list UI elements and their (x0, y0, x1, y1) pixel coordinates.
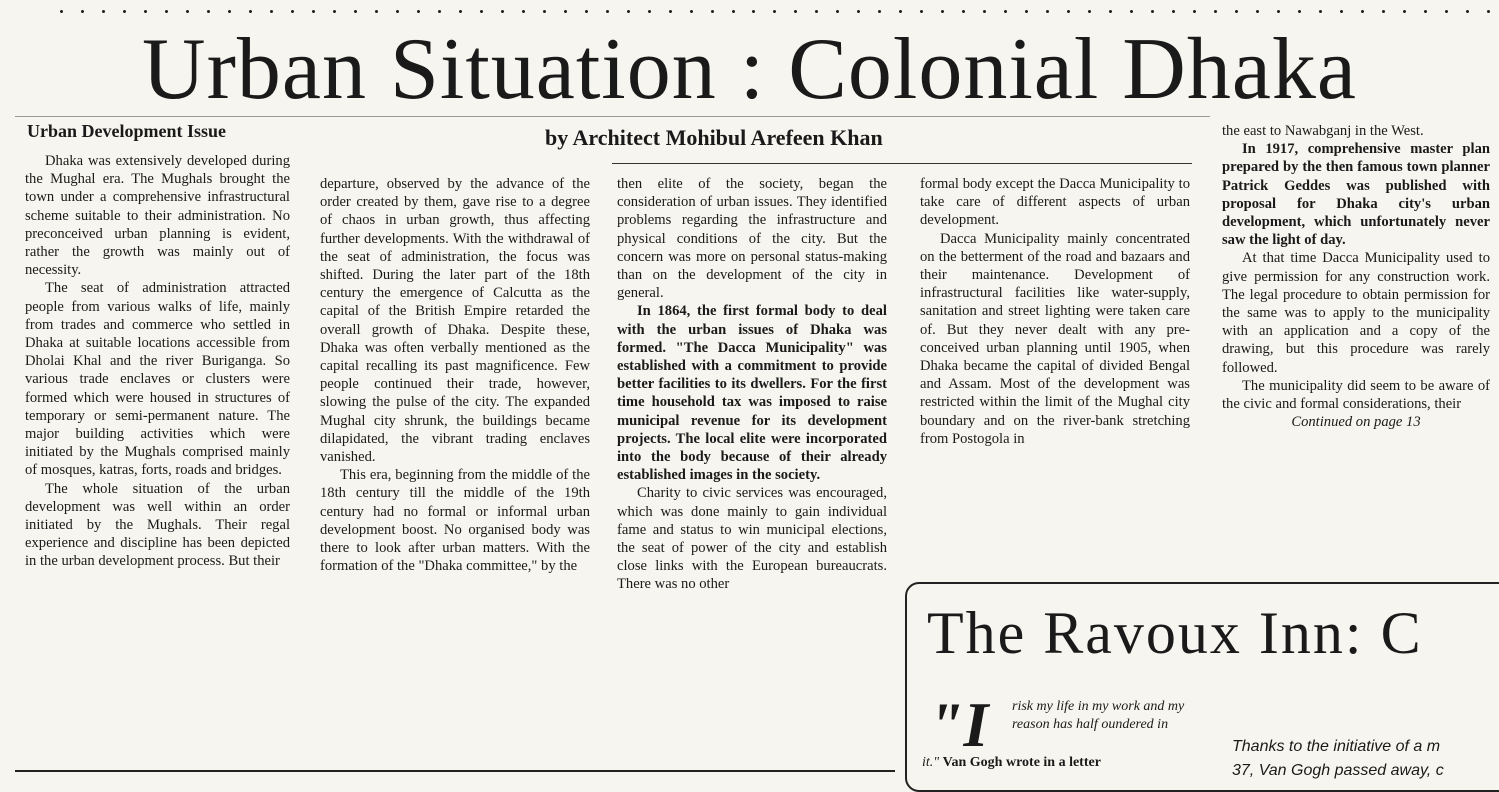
section-label: Urban Development Issue (27, 121, 227, 141)
paragraph: departure, observed by the advance of the order created by them, gave rise to a degree of chaos in urban growth, thus affecting further developments. With the withdrawal of the seat of administration, the focus was shifted. During the later part of the 18th century the emergence of Calcutta as the capital of the British Empire retarded the overall growth of Dhaka. Despite these, Dhaka was often verbally mentioned as the capital recalling its past magnificence. Few people continued their trade, however, slowing the pulse of the city. The expanded Mughal city shrunk, the buildings became dilapidated, the vibrant trading enclaves vanished. (320, 176, 590, 466)
paragraph: The whole situation of the urban development was well within an order initiated by the Mughals. Their regal experience and discipline has been depicted in the urban development process. But their (25, 480, 290, 570)
headline-rule (15, 116, 1210, 117)
article-column-5 (1222, 122, 1490, 582)
pull-quote-tail (922, 754, 1197, 772)
paragraph: Charity to civic services was encouraged, which was done mainly to gain individual fame and status to win municipal elections, the seat of power of the city and establish close links with the European bureaucrats. There was no other (617, 485, 887, 593)
pull-quote-text: risk my life in my work and my reason has half oundered in (1012, 699, 1185, 732)
paragraph: This era, beginning from the middle of the 18th century till the middle of the 19th century had no formal or informal urban development boost. No organised body was there to look after urban matters. With the formation of the "Dhaka committee," by the (320, 467, 590, 575)
article-column-2 (320, 175, 590, 768)
headline: Urban Situation : Colonial Dhaka (142, 21, 1357, 118)
box-caption-line-2: 37, Van Gogh passed away, c (1232, 762, 1444, 779)
paragraph: In 1864, the first formal body to deal with the urban issues of Dhaka was formed. "The Dacca Municipality" was established with a commitment to provide better facilities to its dwellers. For the first time household tax was imposed to raise municipal revenue for its development projects. The local elite were incorporated into the body because of their already established images in the society. (617, 303, 887, 484)
decorative-dot-border (60, 4, 1490, 18)
pull-quote-tail-rest: Van Gogh wrote in a letter (942, 755, 1101, 770)
paragraph: then elite of the society, began the consideration of urban issues. They identified problems regarding the infrastructure and physical conditions of the city. But the concern was more on personal status-making than on the development of the city in general. (617, 176, 887, 302)
byline-rule (612, 163, 1192, 164)
box-headline: The Ravoux Inn: C (927, 600, 1423, 666)
pull-quote-tail-lead: it." (922, 755, 940, 770)
paragraph: Dhaka was extensively developed during the Mughal era. The Mughals brought the town under a comprehensive infrastructural scheme suitable to their administration. No preconceived urban planning is evident, rather the growth was mainly out of necessity. (25, 153, 290, 279)
paragraph: The municipality did seem to be aware of the civic and formal considerations, their (1222, 377, 1490, 413)
article-column-3 (617, 175, 887, 768)
paragraph: At that time Dacca Municipality used to give permission for any construction work. The legal procedure to obtain permission for the same was to apply to the municipality with an application and a copy of the drawing, but this procedure was rarely followed. (1222, 250, 1490, 376)
paragraph: formal body except the Dacca Municipality to take care of different aspects of urban development. (920, 176, 1190, 229)
paragraph: Dacca Municipality mainly concentrated on the betterment of the road and bazaars and their maintenance. Development of infrastructural facilities like water-supply, sanitation and street lighting were taken care of. But they never dealt with any pre-conceived urban planning until 1905, when Dhaka became the capital of divided Bengal and Assam. Most of the development was restricted within the limit of the Mughal city boundary and on the river-bank stretching from Postogola in (920, 230, 1190, 447)
paragraph: The seat of administration attracted people from various walks of life, mainly from trades and commerce who settled in Dhaka at suitable locations accessible from Dholai Khal and the river Buriganga. So various trade enclaves or clusters were formed which were housed in structures of temporary or semi-permanent nature. The major building activities which were initiated by the Mughals comprised mainly of mosques, katras, forts, roads and bridges. (25, 280, 290, 479)
box-caption-line-1: Thanks to the initiative of a m (1232, 738, 1441, 755)
bottom-rule (15, 770, 895, 772)
paragraph: In 1917, comprehensive master plan prepared by the then famous town planner Patrick Geddes was published with proposal for Dhaka city's urban development, which unfortunately never saw the light of day. (1222, 141, 1490, 249)
continued-jump-line[interactable]: Continued on page 13 (1291, 414, 1421, 431)
byline: by Architect Mohibul Arefeen Khan (545, 125, 883, 150)
article-column-4 (920, 175, 1190, 575)
paragraph: the east to Nawabganj in the West. (1222, 123, 1424, 139)
pull-quote-mark: "I (928, 689, 989, 760)
article-column-1 (25, 152, 290, 768)
